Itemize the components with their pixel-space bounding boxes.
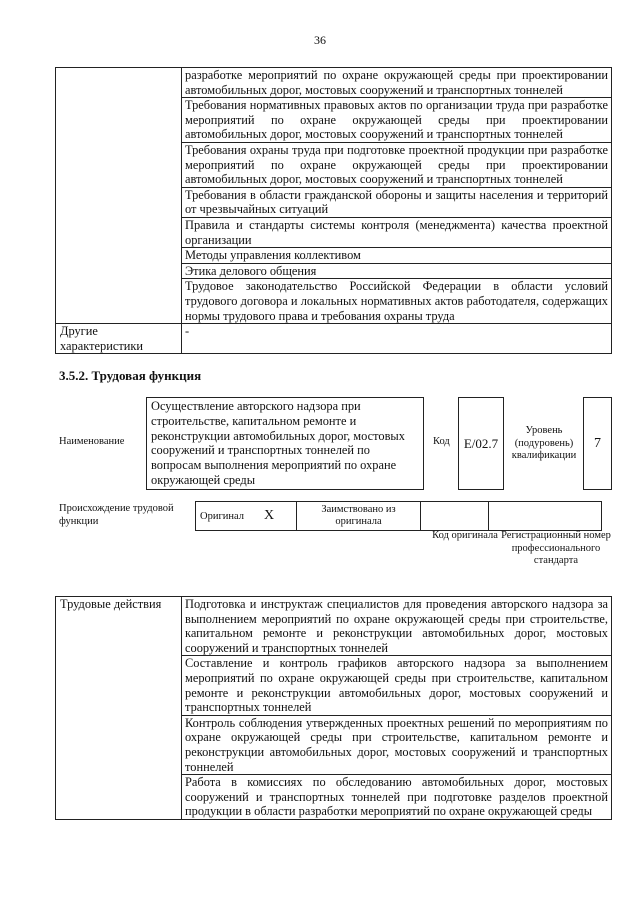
level-label: Уровень (подуровень) квалификации: [511, 425, 577, 461]
knowledge-item: разработке мероприятий по охране окружающей среды при проектировании автомобильных дорог, мостовых сооружений и транспортных тоннелей: [182, 68, 612, 98]
reg-number-caption: Регистрационный номер профессионального стандарта: [501, 530, 611, 566]
other-characteristics-label: Другие характеристики: [56, 324, 182, 354]
reg-number-cell: [489, 502, 602, 531]
knowledge-item: Требования нормативных правовых актов по организации труда при разработке мероприятий по охране окружающей среды при проектировании автомобильных дорог, мостовых сооружений и транспортных тоннелей: [182, 98, 612, 143]
knowledge-item: Трудовое законодательство Российской Федерации в области условий трудового договора и локальных нормативных актов работодателя, содержащих нормы трудового права и требования охраны труда: [182, 279, 612, 324]
knowledge-item: Требования в области гражданской обороны и защиты населения и территорий от чрезвычайных ситуаций: [182, 187, 612, 217]
code-box: [458, 397, 504, 490]
labor-action-item: Контроль соблюдения утвержденных проектных решений по мероприятиям по охране окружающей среды при строительстве, капитальном ремонте и реконструкции автомобильных дорог, мостовых сооружений и транспортных тоннелей: [182, 715, 612, 774]
labor-action-item: Составление и контроль графиков авторского надзора за выполнением мероприятий по охране окружающей среды при строительстве, капитальном ремонте и реконструкции автомобильных дорог, мостовых сооружений и транспортных тоннелей: [182, 656, 612, 715]
labor-actions-table: [55, 596, 612, 820]
function-name-box: Осуществление авторского надзора при строительстве, капитальном ремонте и реконструкции автомобильных дорог, мостовых сооружений и транспортных тоннелей по вопросам выполнения мероприятий по охране окружающей среды: [146, 397, 424, 490]
name-label: Наименование: [59, 436, 125, 447]
borrowed-label: Заимствовано из оригинала: [297, 502, 421, 531]
code-value: E/02.7: [463, 435, 499, 451]
labor-action-item: Подготовка и инструктаж специалистов для проведения авторского надзора за выполнением мероприятий по охране окружающей среды при строительстве, капитальном ремонте и реконструкции автомобильных дорог, мостовых сооружений и транспортных тоннелей: [182, 597, 612, 656]
original-code-cell: [421, 502, 489, 531]
level-box: [583, 397, 612, 490]
knowledge-item: Требования охраны труда при подготовке проектной продукции при разработке мероприятий по охране окружающей среды при проектировании автомобильных дорог, мостовых сооружений и транспортных тоннелей: [182, 142, 612, 187]
knowledge-item: Этика делового общения: [182, 263, 612, 279]
section-title: 3.5.2. Трудовая функция: [59, 368, 202, 383]
origin-table: [195, 501, 602, 531]
original-mark: X: [260, 502, 297, 531]
knowledge-item: Методы управления коллективом: [182, 248, 612, 264]
level-value: 7: [594, 435, 601, 451]
labor-action-item: Работа в комиссиях по обследованию автомобильных дорог, мостовых сооружений и транспортных тоннелей при подготовке разделов проектной продукции в области разработки мероприятий по охране окружающей среды: [182, 775, 612, 820]
other-characteristics-value: -: [182, 324, 612, 354]
labor-actions-label: Трудовые действия: [56, 597, 182, 820]
knowledge-item: Правила и стандарты системы контроля (менеджмента) качества проектной организации: [182, 217, 612, 247]
code-label: Код: [433, 436, 450, 447]
original-label: Оригинал: [196, 502, 261, 531]
knowledge-table-continued: [55, 67, 612, 354]
page-number: 36: [314, 33, 326, 47]
origin-label: Происхождение трудовой функции: [59, 503, 174, 527]
knowledge-label-cell: [56, 68, 182, 324]
original-code-caption: Код оригинала: [432, 530, 498, 541]
